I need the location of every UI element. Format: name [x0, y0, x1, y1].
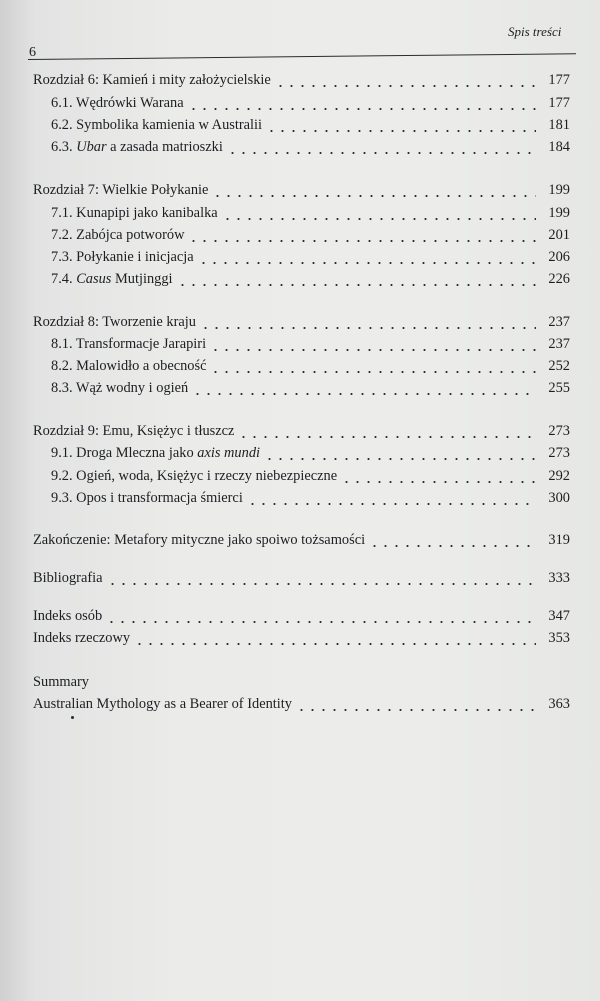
toc-entry-page: 177	[548, 72, 570, 88]
toc-entry-7-3	[51, 247, 570, 267]
summary-label: Summary	[33, 674, 89, 690]
toc-entry-index-subjects	[33, 628, 570, 648]
toc-entry-title: 9.2. Ogień, woda, Księżyc i rzeczy niebezpieczne	[51, 468, 338, 484]
toc-entry-6-1	[51, 93, 570, 113]
dot-leader	[210, 349, 536, 351]
dot-leader	[227, 152, 536, 154]
toc-entry-title: 7.1. Kunapipi jako kanibalka	[51, 205, 218, 221]
dot-leader	[238, 436, 536, 438]
toc-entry-page: 177	[548, 95, 570, 111]
dot-leader	[188, 240, 536, 242]
running-head: Spis treści	[508, 24, 562, 39]
dot-leader	[198, 262, 536, 264]
page-number: 6	[29, 45, 36, 60]
toc-entry-7-2	[51, 225, 570, 245]
toc-entry-page: 273	[548, 445, 570, 461]
toc-entry-title: 8.3. Wąż wodny i ogień	[51, 380, 189, 396]
toc-entry-7-1	[51, 203, 570, 223]
toc-entry-title: Rozdział 6: Kamień i mity założycielskie	[33, 72, 271, 88]
dot-leader	[134, 643, 536, 645]
toc-entry-page: 300	[548, 490, 570, 506]
toc-entry-title: Rozdział 8: Tworzenie kraju	[33, 314, 196, 330]
toc-entry-page: 201	[548, 227, 570, 243]
toc-entry-page: 237	[548, 314, 570, 330]
dot-leader	[369, 545, 536, 547]
toc-entry-9-2	[51, 466, 570, 486]
toc-entry-page: 319	[548, 532, 570, 548]
toc-entry-page: 292	[548, 468, 570, 484]
toc-entry-8-1	[51, 334, 570, 354]
toc-entry-title: 7.2. Zabójca potworów	[51, 227, 185, 243]
toc-entry-8-3	[51, 378, 570, 398]
toc-entry-9-1	[51, 443, 570, 463]
stray-dot	[71, 716, 74, 719]
toc-entry-summary	[33, 694, 570, 714]
dot-leader	[200, 327, 536, 329]
toc-entry-title: 6.3. Ubar a zasada matrioszki	[51, 139, 223, 155]
toc-entry-9-3	[51, 488, 570, 508]
toc-entry-index-persons	[33, 606, 570, 626]
dot-leader	[177, 284, 536, 286]
toc-entry-chapter-6	[33, 70, 570, 90]
toc-entry-page: 363	[548, 696, 570, 712]
dot-leader	[210, 371, 536, 373]
toc-entry-page: 181	[548, 117, 570, 133]
toc-entry-title: Rozdział 7: Wielkie Połykanie	[33, 182, 209, 198]
toc-entry-page: 184	[548, 139, 570, 155]
toc-entry-title: 7.3. Połykanie i inicjacja	[51, 249, 194, 265]
toc-entry-title: Indeks osób	[33, 608, 103, 624]
toc-entry-title: 7.4. Casus Mutjinggi	[51, 271, 173, 287]
toc-entry-title: Bibliografia	[33, 570, 103, 586]
toc-entry-title: 6.1. Wędrówki Warana	[51, 95, 184, 111]
toc-entry-title: 9.1. Droga Mleczna jako axis mundi	[51, 445, 261, 461]
toc-entry-title: Indeks rzeczowy	[33, 630, 131, 646]
toc-entry-conclusion	[33, 530, 570, 550]
toc-entry-page: 199	[548, 205, 570, 221]
toc-entry-8-2	[51, 356, 570, 376]
toc-entry-6-2	[51, 115, 570, 135]
toc-entry-chapter-8	[33, 312, 570, 332]
toc-entry-chapter-9	[33, 421, 570, 441]
toc-entry-chapter-7	[33, 180, 570, 200]
toc-entry-title: Australian Mythology as a Bearer of Identity	[33, 696, 292, 712]
toc-entry-page: 206	[548, 249, 570, 265]
dot-leader	[212, 195, 536, 197]
toc-entry-page: 273	[548, 423, 570, 439]
toc-entry-6-3	[51, 137, 570, 157]
toc-entry-bibliography	[33, 568, 570, 588]
toc-entry-page: 347	[548, 608, 570, 624]
toc-entry-page: 353	[548, 630, 570, 646]
toc-entry-page: 226	[548, 271, 570, 287]
toc-entry-page: 199	[548, 182, 570, 198]
toc-entry-title: Rozdział 9: Emu, Księżyc i tłuszcz	[33, 423, 235, 439]
dot-leader	[341, 481, 536, 483]
dot-leader	[222, 218, 536, 220]
dot-leader	[247, 503, 536, 505]
header-rule	[28, 53, 576, 60]
toc-entry-title: 9.3. Opos i transformacja śmierci	[51, 490, 243, 506]
dot-leader	[188, 108, 536, 110]
toc-entry-page: 237	[548, 336, 570, 352]
dot-leader	[106, 621, 536, 623]
toc-entry-7-4	[51, 269, 570, 289]
toc-entry-title: 8.2. Malowidło a obecność	[51, 358, 207, 374]
dot-leader	[296, 709, 536, 711]
toc-entry-page: 252	[548, 358, 570, 374]
toc-entry-title: Zakończenie: Metafory mityczne jako spoiwo tożsamości	[33, 532, 366, 548]
dot-leader	[266, 130, 536, 132]
toc-entry-page: 255	[548, 380, 570, 396]
toc-entry-title: 6.2. Symbolika kamienia w Australii	[51, 117, 263, 133]
toc-entry-page: 333	[548, 570, 570, 586]
toc-entry-title: 8.1. Transformacje Jarapiri	[51, 336, 207, 352]
dot-leader	[107, 583, 536, 585]
dot-leader	[192, 393, 536, 395]
dot-leader	[264, 458, 536, 460]
dot-leader	[275, 85, 536, 87]
